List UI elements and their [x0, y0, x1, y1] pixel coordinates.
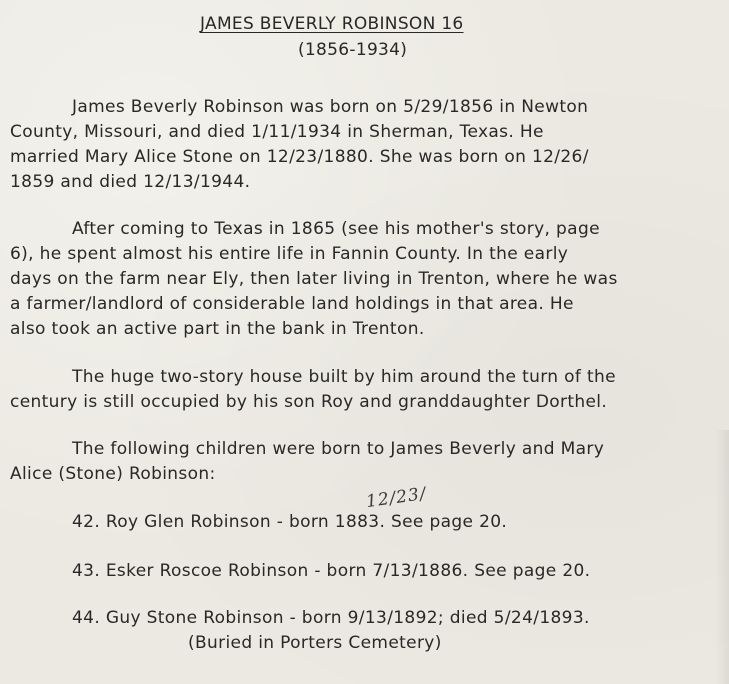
text-line: 6), he spent almost his entire life in Fannin County. In the early — [10, 244, 569, 264]
text-line: days on the farm near Ely, then later living in Trenton, where he was — [10, 269, 618, 289]
document-title: JAMES BEVERLY ROBINSON 16 — [200, 14, 464, 34]
text-line: James Beverly Robinson was born on 5/29/1856 in Newton — [72, 97, 589, 117]
text-line: The huge two-story house built by him around the turn of the — [72, 367, 616, 387]
handwritten-note: 12/23/ — [364, 483, 428, 513]
page-edge-shadow — [715, 430, 729, 684]
text-line: also took an active part in the bank in Trenton. — [10, 319, 425, 339]
list-item-note: (Buried in Porters Cemetery) — [188, 633, 442, 653]
text-line: century is still occupied by his son Roy and granddaughter Dorthel. — [10, 392, 608, 412]
text-line: a farmer/landlord of considerable land holdings in that area. He — [10, 294, 574, 314]
text-line: married Mary Alice Stone on 12/23/1880. She was born on 12/26/ — [10, 147, 589, 167]
list-item: 42. Roy Glen Robinson - born 1883. See page 20. — [72, 512, 508, 532]
list-item: 44. Guy Stone Robinson - born 9/13/1892; died 5/24/1893. — [72, 608, 590, 628]
text-line: County, Missouri, and died 1/11/1934 in Sherman, Texas. He — [10, 122, 544, 142]
document-years: (1856-1934) — [298, 40, 408, 60]
list-item: 43. Esker Roscoe Robinson - born 7/13/1886. See page 20. — [72, 561, 591, 581]
text-line: The following children were born to James Beverly and Mary — [72, 439, 605, 459]
text-line: Alice (Stone) Robinson: — [10, 464, 216, 484]
text-line: After coming to Texas in 1865 (see his mother's story, page — [72, 219, 600, 239]
text-line: 1859 and died 12/13/1944. — [10, 172, 251, 192]
